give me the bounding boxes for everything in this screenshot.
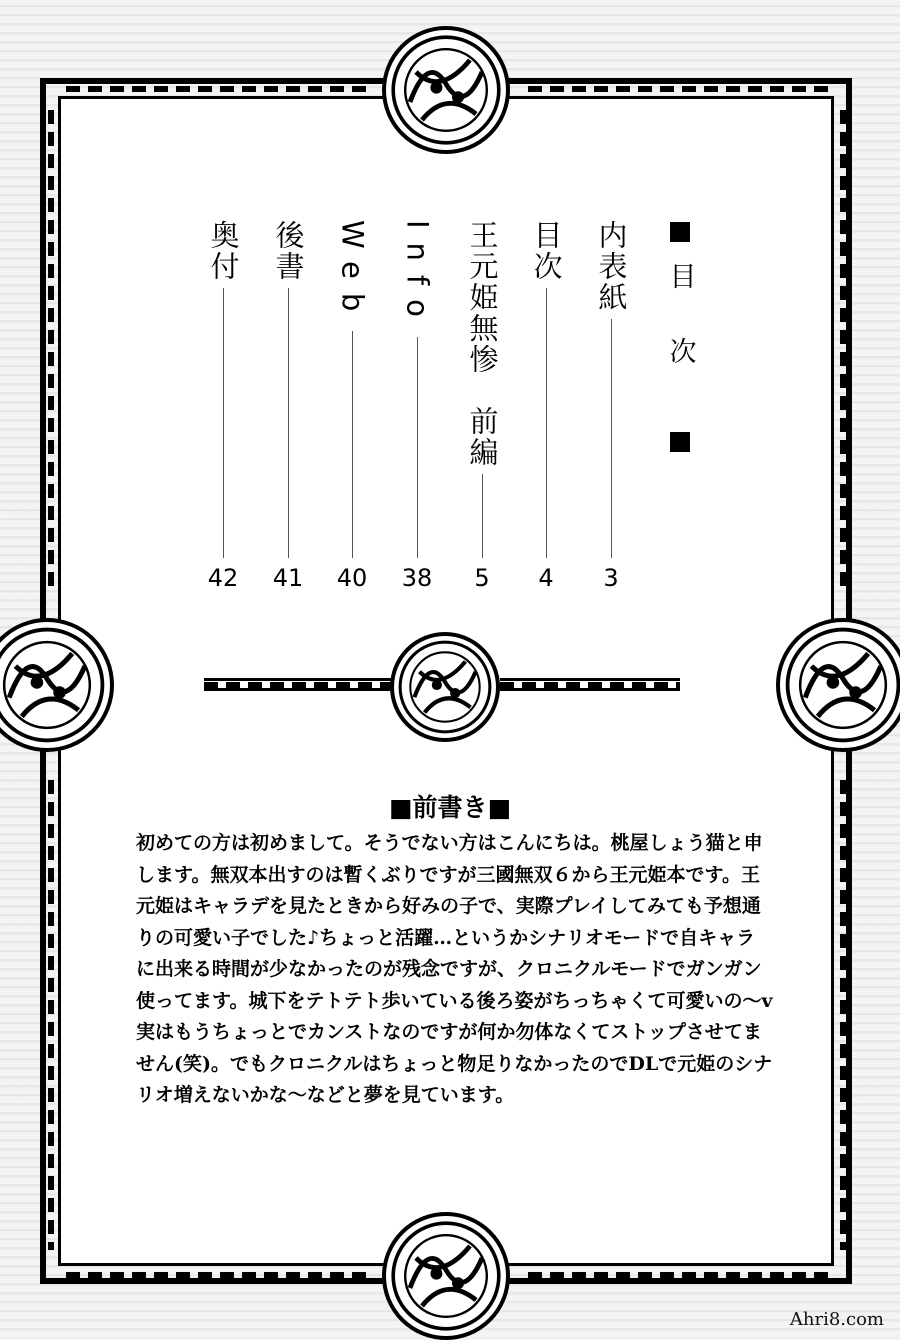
preface-line: リオ増えないかな～などと夢を見ています。 [136, 1084, 515, 1106]
phoenix-medallion-center [390, 632, 500, 742]
toc-entry-title: 奥付 [206, 220, 241, 282]
frame-pattern-bottom-left [66, 1272, 366, 1278]
toc-entry-title: Info [400, 220, 435, 331]
toc-entry-page: 4 [538, 564, 554, 592]
toc-leader-line [546, 288, 547, 558]
toc-entry-title: 王元姫無惨 前編 [465, 220, 500, 468]
toc-entry[interactable] [203, 220, 243, 590]
heading-square-bottom [670, 432, 690, 452]
preface-line: 元姫はキャラデを見たときから好みの子で、実際プレイしてみても予想通 [136, 895, 761, 917]
preface-body [136, 828, 786, 1112]
frame-pattern-right-upper [840, 110, 846, 590]
frame-pattern-right-lower [840, 780, 846, 1250]
toc-entry[interactable] [397, 220, 437, 590]
frame-pattern-top-left [66, 86, 366, 92]
toc-entry-title: 後書 [271, 220, 306, 282]
toc-entry[interactable] [462, 220, 502, 590]
toc-entry[interactable] [591, 220, 631, 590]
toc-entry-title: 目次 [529, 220, 564, 282]
toc-entry-page: 41 [272, 564, 304, 592]
phoenix-medallion-right [776, 618, 900, 752]
preface-line: りの可愛い子でした♪ちょっと活躍…というかシナリオモードで自キャラ [136, 926, 756, 949]
toc-heading-text: 目次 [664, 262, 696, 412]
toc-entry[interactable] [332, 220, 372, 590]
watermark: Ahri8.com [789, 1309, 884, 1330]
toc-entry-page: 42 [207, 564, 239, 592]
divider-left [204, 678, 392, 692]
toc-entry-title: Web [335, 220, 370, 326]
toc-leader-line [223, 288, 224, 558]
toc-entry-page: 40 [336, 564, 368, 592]
toc-entry[interactable] [526, 220, 566, 590]
preface-line: に出来る時間が少なかったのが残念ですが、クロニクルモードでガンガン [136, 958, 762, 980]
preface-line: 使ってます。城下をテトテト歩いている後ろ姿がちっちゃくて可愛いの～v [136, 989, 773, 1012]
preface-line: 初めての方は初めまして。そうでない方はこんにちは。桃屋しょう猫と申 [136, 832, 763, 854]
phoenix-medallion-bottom [382, 1212, 510, 1340]
frame-pattern-left-lower [48, 780, 54, 1250]
toc-entry-page: 38 [401, 564, 433, 592]
toc-leader-line [288, 288, 289, 558]
toc-leader-line [482, 474, 483, 558]
preface-line: します。無双本出すのは暫くぶりですが三國無双６から王元姫本です。王 [136, 863, 760, 886]
phoenix-medallion-top [382, 26, 510, 154]
frame-pattern-left-upper [48, 110, 54, 590]
preface-line: 実はもうちょっとでカンストなのですが何か勿体なくてストップさせてま [136, 1021, 762, 1043]
toc-entry-page: 5 [474, 564, 490, 592]
toc-heading [660, 222, 700, 452]
toc-entry-title: 内表紙 [594, 220, 629, 313]
heading-square-top [670, 222, 690, 242]
divider-right [500, 678, 680, 692]
toc-entry-page: 3 [603, 564, 619, 592]
toc-leader-line [611, 319, 612, 558]
toc-entry[interactable] [268, 220, 308, 590]
frame-pattern-top-right [528, 86, 828, 92]
toc-leader-line [352, 331, 353, 558]
frame-pattern-bottom-right [528, 1272, 828, 1278]
preface-title: ■前書き■ [388, 793, 512, 822]
preface-line: せん(笑)。でもクロニクルはちょっと物足りなかったのでDLで元姫のシナ [136, 1052, 773, 1075]
toc-leader-line [417, 337, 418, 558]
